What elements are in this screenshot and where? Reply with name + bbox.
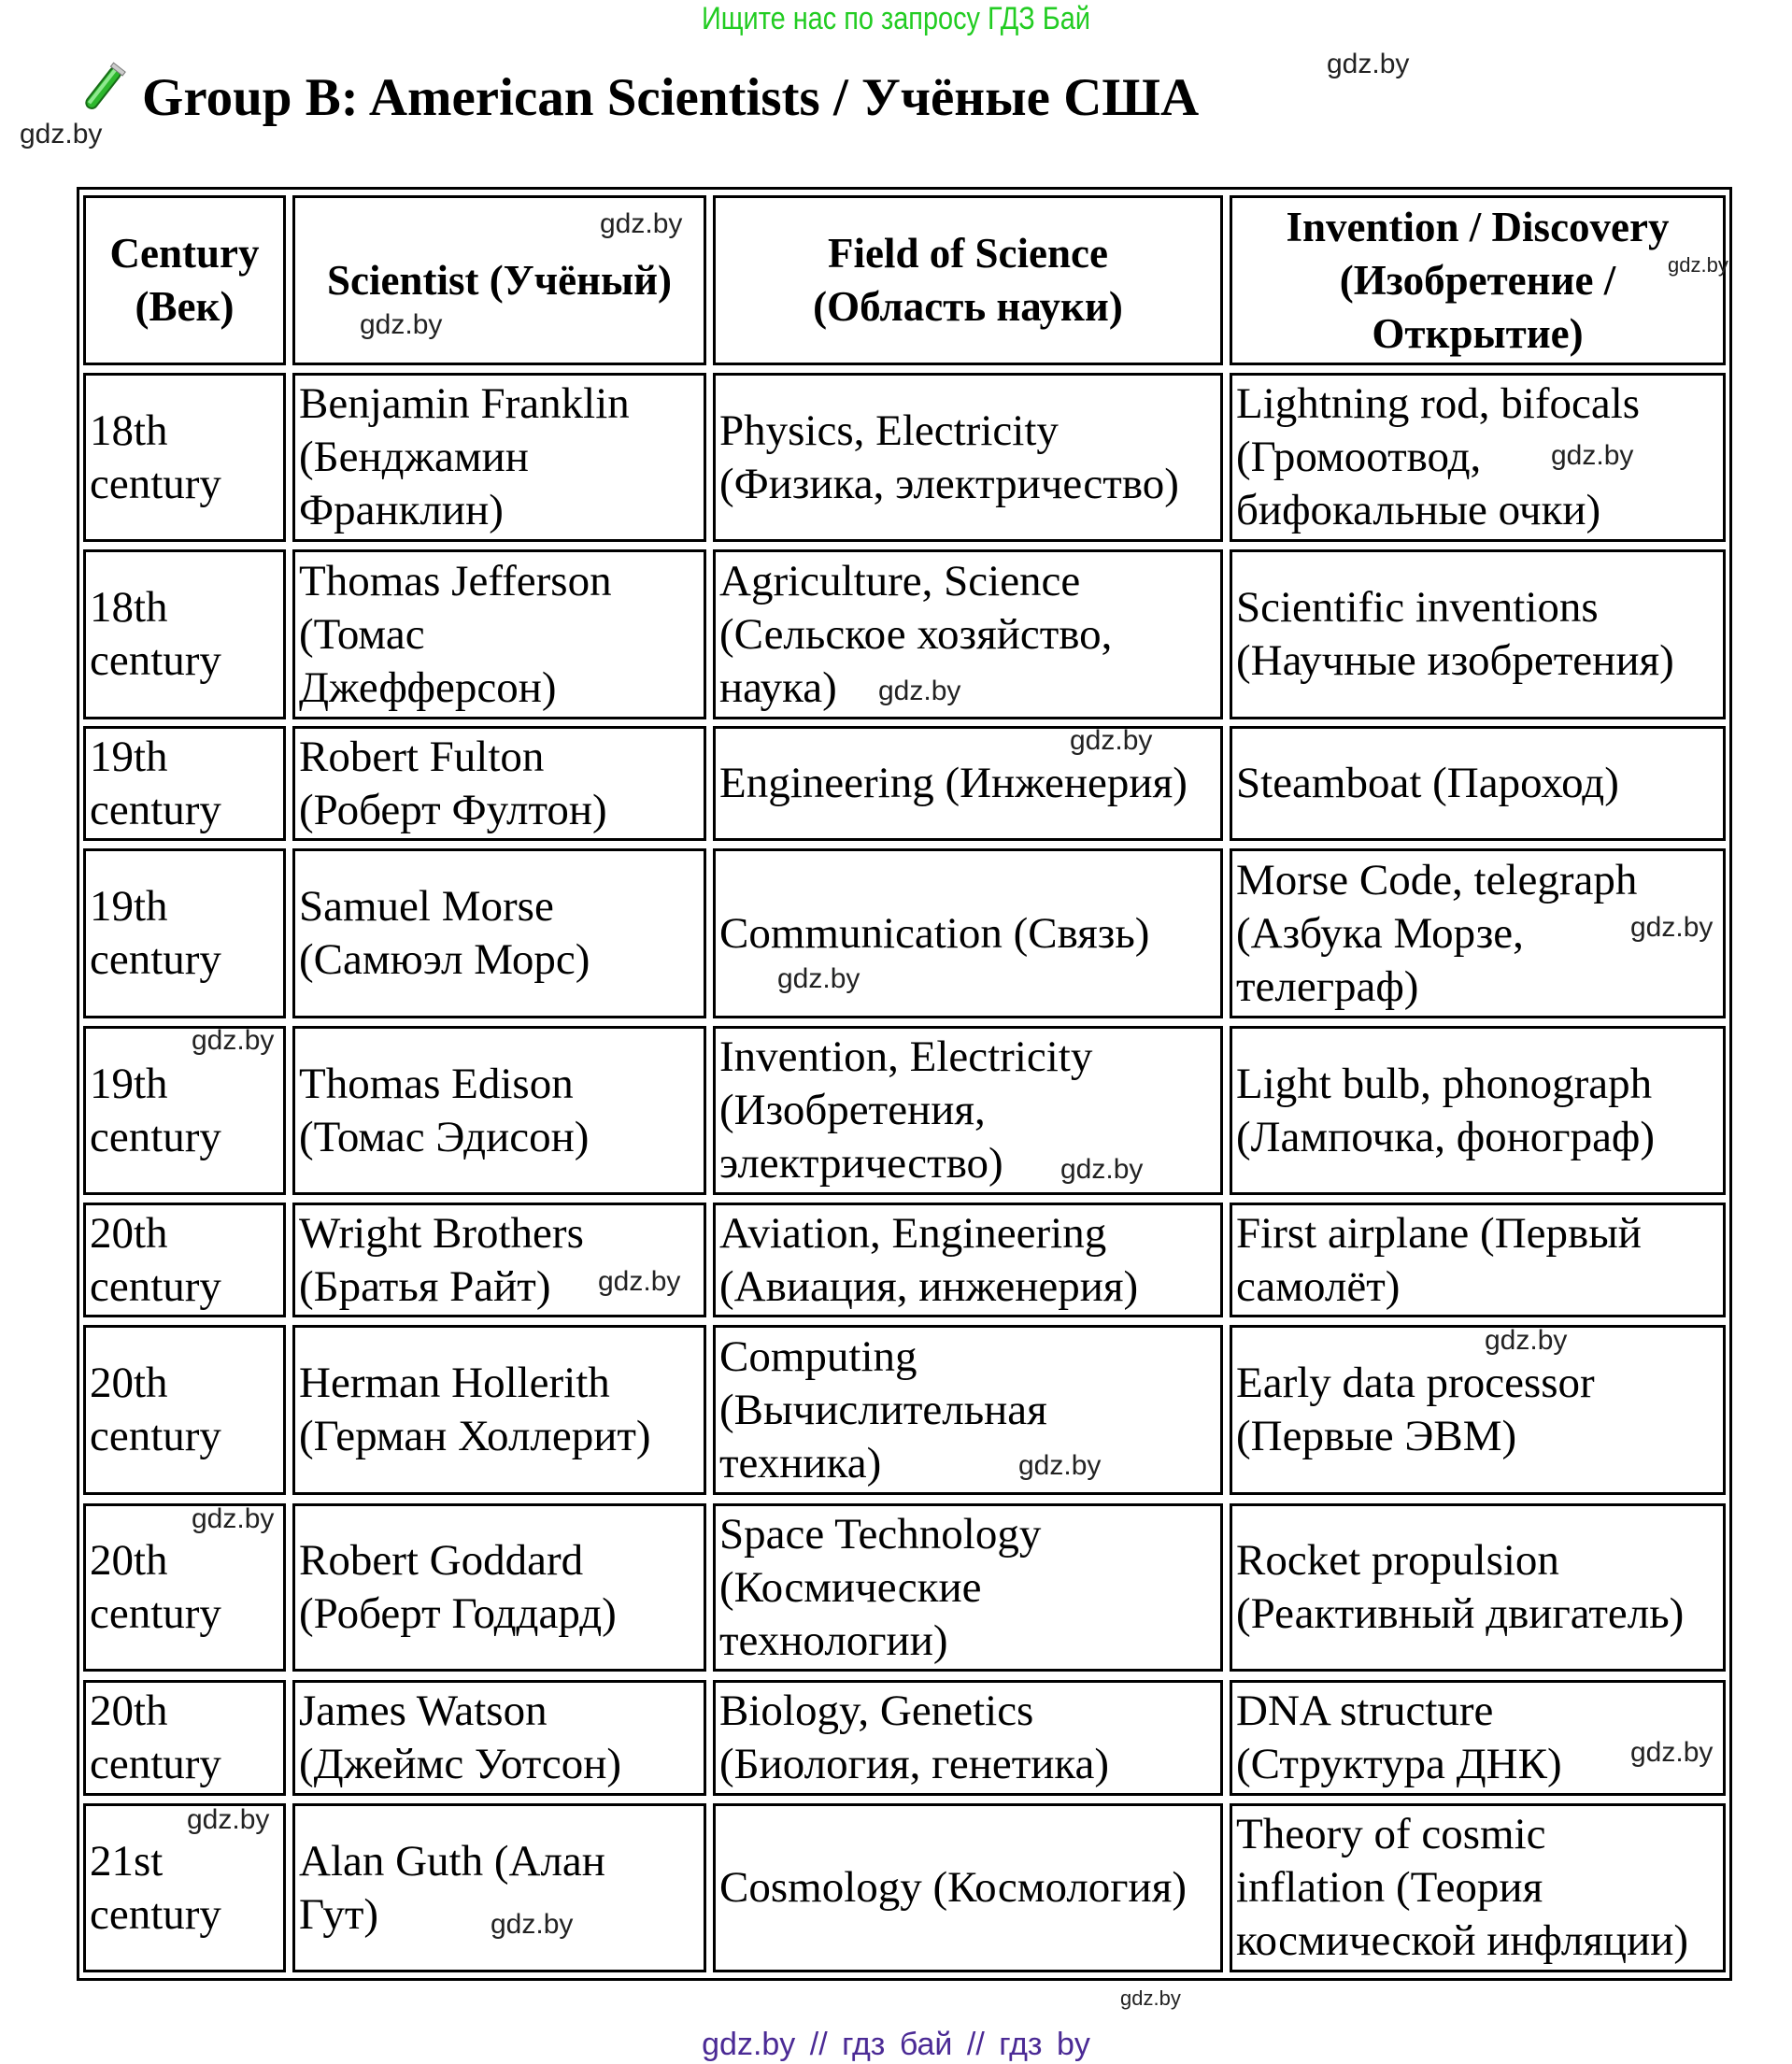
cell-invention: Light bulb, phonograph (Лампочка, фонограф) <box>1230 1026 1726 1195</box>
watermark: gdz.by <box>1630 1737 1714 1768</box>
cell-invention: Early data processor (Первые ЭВМ) <box>1230 1325 1726 1495</box>
footer-links: gdz.by // гдз бай // гдз by <box>702 2027 1090 2062</box>
cell-invention: Steamboat (Пароход) <box>1230 726 1726 841</box>
cell-field: Aviation, Engineering (Авиация, инженерия) <box>713 1203 1223 1317</box>
cell-scientist: Herman Hollerith (Герман Холлерит) <box>292 1325 706 1495</box>
watermark: gdz.by <box>1485 1325 1568 1356</box>
watermark: gdz.by <box>1120 1986 1181 2010</box>
watermark: gdz.by <box>1060 1154 1144 1185</box>
watermark: gdz.by <box>878 676 961 706</box>
cell-scientist: James Watson (Джеймс Уотсон) <box>292 1680 706 1796</box>
cell-century: 20th century <box>83 1325 286 1495</box>
cell-century: 20th century <box>83 1203 286 1317</box>
cell-century: 19th century <box>83 848 286 1018</box>
cell-scientist: Wright Brothers (Братья Райт) <box>292 1203 706 1317</box>
cell-invention: Theory of cosmic inflation (Теория космической инфляции) <box>1230 1803 1726 1972</box>
watermark: gdz.by <box>187 1804 270 1835</box>
cell-scientist: Alan Guth (Алан Гут) <box>292 1803 706 1972</box>
watermark: gdz.by <box>1668 253 1728 277</box>
cell-scientist: Robert Goddard (Роберт Годдард) <box>292 1503 706 1672</box>
cell-invention: Morse Code, telegraph (Азбука Морзе, телеграф) <box>1230 848 1726 1018</box>
cell-field: Computing (Вычислительная техника) <box>713 1325 1223 1495</box>
cell-invention: First airplane (Первый самолёт) <box>1230 1203 1726 1317</box>
watermark: gdz.by <box>1327 49 1410 79</box>
watermark: gdz.by <box>1070 725 1153 756</box>
watermark: gdz.by <box>777 963 860 994</box>
header-century: Century (Век) <box>83 195 286 365</box>
cell-scientist: Thomas Edison (Томас Эдисон) <box>292 1026 706 1195</box>
cell-century: 21st century <box>83 1803 286 1972</box>
cell-century: 20th century <box>83 1680 286 1796</box>
cell-century: 18th century <box>83 549 286 719</box>
watermark: gdz.by <box>192 1503 275 1534</box>
search-hint-banner: Ищите нас по запросу ГДЗ Бай <box>702 1 1090 36</box>
watermark: gdz.by <box>1551 440 1634 471</box>
cell-field: Communication (Связь) <box>713 848 1223 1018</box>
cell-invention: DNA structure (Структура ДНК) <box>1230 1680 1726 1796</box>
header-invention: Invention / Discovery (Изобретение / Открытие) <box>1230 195 1726 365</box>
watermark: gdz.by <box>491 1909 574 1940</box>
cell-scientist: Thomas Jefferson (Томас Джефферсон) <box>292 549 706 719</box>
watermark: gdz.by <box>192 1025 275 1056</box>
cell-scientist: Samuel Morse (Самюэл Морс) <box>292 848 706 1018</box>
header-scientist: Scientist (Учёный) <box>292 195 706 365</box>
cell-scientist: Benjamin Franklin (Бенджамин Франклин) <box>292 373 706 542</box>
cell-century: 18th century <box>83 373 286 542</box>
cell-field: Engineering (Инженерия) <box>713 726 1223 841</box>
cell-field: Agriculture, Science (Сельское хозяйство, наука) <box>713 549 1223 719</box>
watermark: gdz.by <box>1018 1450 1102 1481</box>
cell-invention: Rocket propulsion (Реактивный двигатель) <box>1230 1503 1726 1672</box>
cell-field: Cosmology (Космология) <box>713 1803 1223 1972</box>
watermark: gdz.by <box>600 208 683 239</box>
cell-field: Physics, Electricity (Физика, электричество) <box>713 373 1223 542</box>
cell-field: Invention, Electricity (Изобретения, электричество) <box>713 1026 1223 1195</box>
cell-century: 20th century <box>83 1503 286 1672</box>
watermark: gdz.by <box>20 119 103 149</box>
cell-century: 19th century <box>83 726 286 841</box>
test-tube-icon <box>77 62 129 116</box>
watermark: gdz.by <box>360 309 443 340</box>
page-title: Group B: American Scientists / Учёные США <box>142 68 1200 127</box>
header-field: Field of Science (Область науки) <box>713 195 1223 365</box>
watermark: gdz.by <box>598 1266 681 1297</box>
watermark: gdz.by <box>1630 912 1714 943</box>
cell-invention: Lightning rod, bifocals (Громоотвод, бифокальные очки) <box>1230 373 1726 542</box>
cell-invention: Scientific inventions (Научные изобретения) <box>1230 549 1726 719</box>
cell-field: Space Technology (Космические технологии) <box>713 1503 1223 1672</box>
cell-century: 19th century <box>83 1026 286 1195</box>
cell-field: Biology, Genetics (Биология, генетика) <box>713 1680 1223 1796</box>
cell-scientist: Robert Fulton (Роберт Фултон) <box>292 726 706 841</box>
